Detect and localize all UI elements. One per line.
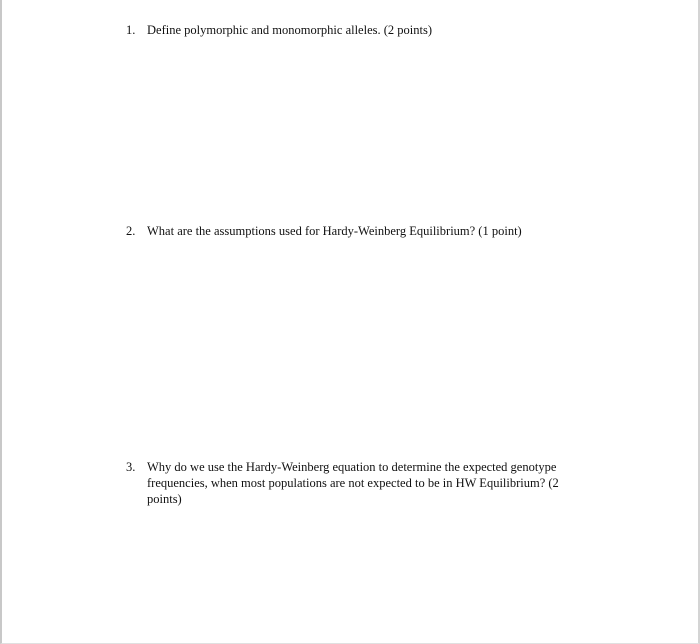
question-2-number: 2. [126, 224, 136, 238]
question-3-number: 3. [126, 460, 136, 474]
question-1-number: 1. [126, 23, 136, 37]
question-3 [126, 459, 586, 507]
question-2 [126, 223, 626, 239]
question-2-text: What are the assumptions used for Hardy-Weinberg Equilibrium? (1 point) [147, 224, 522, 238]
question-3-text: Why do we use the Hardy-Weinberg equation to determine the expected genotype frequencies, when most populations are not expected to be in HW Equilibrium? (2 points) [147, 460, 559, 506]
question-1 [126, 22, 626, 38]
question-1-text: Define polymorphic and monomorphic alleles. (2 points) [147, 23, 433, 37]
